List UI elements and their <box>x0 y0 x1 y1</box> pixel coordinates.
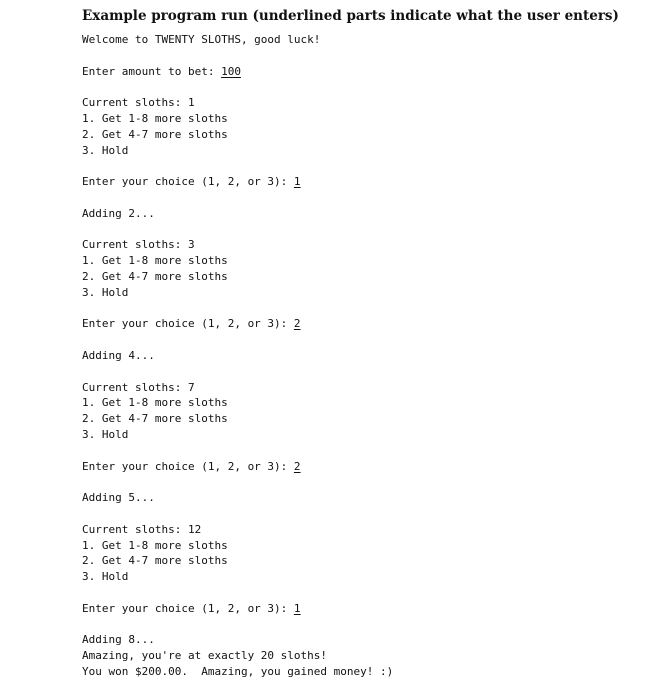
output-text: 1. Get 1-8 more sloths <box>82 111 228 125</box>
output-text: 2. Get 4-7 more sloths <box>82 554 228 568</box>
blank-line <box>82 79 652 95</box>
user-input: 1 <box>293 601 301 615</box>
output-line <box>82 380 652 396</box>
blank-line <box>82 474 652 490</box>
output-line <box>82 237 652 253</box>
blank-line <box>82 190 652 206</box>
output-text: Adding 8... <box>82 633 155 647</box>
output-line <box>82 538 652 554</box>
output-line <box>82 316 652 332</box>
output-text: 1. Get 1-8 more sloths <box>82 254 228 268</box>
output-line <box>82 427 652 443</box>
output-text: 3. Hold <box>82 570 129 584</box>
output-text: Enter amount to bet: <box>82 64 222 78</box>
output-text: 3. Hold <box>82 427 129 441</box>
blank-line <box>82 364 652 380</box>
output-text: Adding 5... <box>82 491 155 505</box>
output-line <box>82 601 652 617</box>
output-text: Adding 2... <box>82 206 155 220</box>
output-line <box>82 95 652 111</box>
blank-line <box>82 443 652 459</box>
output-line <box>82 553 652 569</box>
user-input: 1 <box>293 175 301 189</box>
output-text: Current sloths: 7 <box>82 380 195 394</box>
output-text: 2. Get 4-7 more sloths <box>82 269 228 283</box>
output-text: Adding 4... <box>82 348 155 362</box>
user-input: 2 <box>293 317 301 331</box>
output-line <box>82 64 652 80</box>
output-text: Enter your choice (1, 2, or 3): <box>82 459 294 473</box>
blank-line <box>82 301 652 317</box>
output-text: Current sloths: 3 <box>82 238 195 252</box>
output-line <box>82 348 652 364</box>
blank-line <box>82 585 652 601</box>
output-line <box>82 648 652 664</box>
output-text: Welcome to TWENTY SLOTHS, good luck! <box>82 33 321 46</box>
output-line <box>82 253 652 269</box>
output-text: 2. Get 4-7 more sloths <box>82 127 228 141</box>
output-line <box>82 664 652 680</box>
document-page <box>82 6 652 680</box>
output-text: 1. Get 1-8 more sloths <box>82 538 228 552</box>
output-line <box>82 143 652 159</box>
blank-line <box>82 332 652 348</box>
output-line <box>82 32 652 48</box>
output-text: Amazing, you're at exactly 20 sloths! <box>82 649 328 663</box>
program-output <box>82 32 652 680</box>
output-text: You won $200.00. Amazing, you gained money! :) <box>82 664 394 678</box>
output-text: 2. Get 4-7 more sloths <box>82 412 228 426</box>
output-line <box>82 174 652 190</box>
output-line <box>82 569 652 585</box>
blank-line <box>82 158 652 174</box>
output-line <box>82 206 652 222</box>
blank-line <box>82 222 652 238</box>
output-line <box>82 459 652 475</box>
output-text: 1. Get 1-8 more sloths <box>82 396 228 410</box>
output-text: Enter your choice (1, 2, or 3): <box>82 175 294 189</box>
output-line <box>82 127 652 143</box>
output-line <box>82 632 652 648</box>
output-line <box>82 395 652 411</box>
output-line <box>82 269 652 285</box>
user-input: 2 <box>293 459 301 473</box>
output-text: Enter your choice (1, 2, or 3): <box>82 317 294 331</box>
blank-line <box>82 48 652 64</box>
output-line <box>82 522 652 538</box>
output-text: 3. Hold <box>82 285 129 299</box>
user-input: 100 <box>221 64 241 78</box>
output-line <box>82 111 652 127</box>
blank-line <box>82 616 652 632</box>
blank-line <box>82 506 652 522</box>
output-line <box>82 490 652 506</box>
output-text: Current sloths: 1 <box>82 96 195 110</box>
output-line <box>82 411 652 427</box>
page-heading: Example program run (underlined parts indicate what the user enters) <box>82 8 619 24</box>
output-text: Enter your choice (1, 2, or 3): <box>82 601 294 615</box>
output-text: Current sloths: 12 <box>82 522 202 536</box>
output-line <box>82 285 652 301</box>
output-text: 3. Hold <box>82 143 129 157</box>
